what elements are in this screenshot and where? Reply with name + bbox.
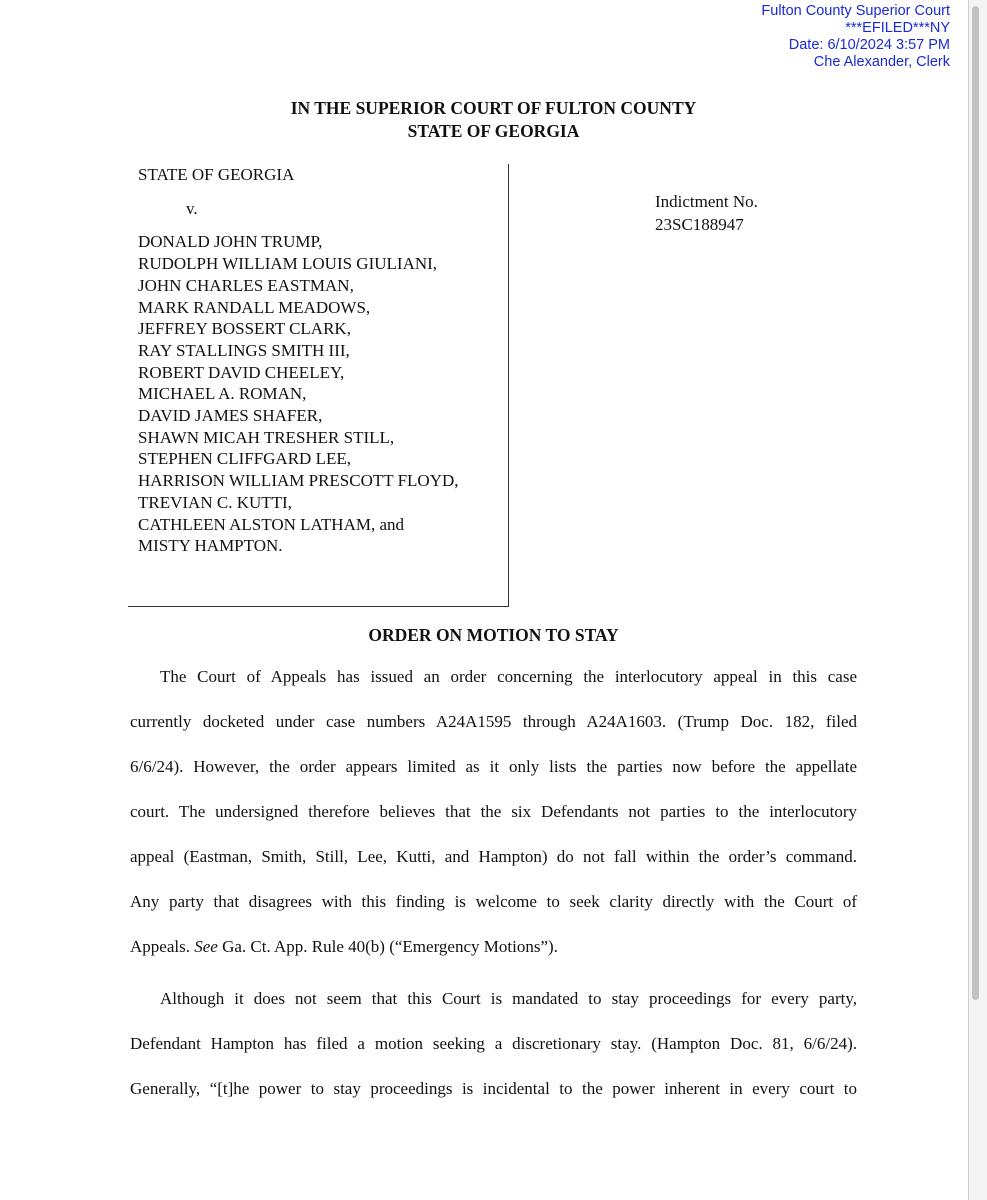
defendant-list <box>138 231 459 557</box>
plaintiff-name: STATE OF GEORGIA <box>138 165 295 184</box>
body-line: Any party that disagrees with this finding is welcome to seek clarity directly with the Court of <box>130 892 857 911</box>
paragraph-1 <box>130 654 857 969</box>
appeals-prefix: Appeals. <box>130 937 195 956</box>
indictment-block <box>655 190 758 236</box>
stamp-clerk: Che Alexander, Clerk <box>813 54 950 70</box>
defendant-name: RUDOLPH WILLIAM LOUIS GIULIANI, <box>138 254 438 274</box>
body-line: Although it does not seem that this Court is mandated to stay proceedings for every party, <box>160 989 857 1008</box>
defendant-name: RAY STALLINGS SMITH III, <box>138 340 350 360</box>
body-line: currently docketed under case numbers A24A1595 through A24A1603. (Trump Doc. 182, filed <box>130 712 857 731</box>
rule-citation: Ga. Ct. App. Rule 40(b) (“Emergency Motions”). <box>217 937 558 956</box>
order-title: ORDER ON MOTION TO STAY <box>368 625 619 645</box>
defendant-name: TREVIAN C. KUTTI, <box>138 492 292 512</box>
defendant-name: HARRISON WILLIAM PRESCOTT FLOYD, <box>138 471 459 491</box>
defendant-name: JEFFREY BOSSERT CLARK, <box>138 319 351 339</box>
page-edge <box>968 0 969 1200</box>
order-body <box>130 654 857 1111</box>
caption-divider-vertical <box>508 164 509 607</box>
defendant-name: STEPHEN CLIFFGARD LEE, <box>138 449 351 469</box>
stamp-date: Date: 6/10/2024 3:57 PM <box>788 37 950 53</box>
body-line-last <box>130 924 857 969</box>
versus-label: v. <box>186 198 198 218</box>
defendant-name: CATHLEEN ALSTON LATHAM, and <box>138 514 405 534</box>
body-line: court. The undersigned therefore believes that the six Defendants not parties to the interlocutory <box>130 802 857 821</box>
defendant-name: MICHAEL A. ROMAN, <box>138 384 307 404</box>
defendant-name: DONALD JOHN TRUMP, <box>138 232 323 252</box>
defendant-name: MISTY HAMPTON. <box>138 536 283 556</box>
stamp-court: Fulton County Superior Court <box>761 3 950 19</box>
see-signal: See <box>194 937 218 956</box>
indictment-label: Indictment No. <box>655 192 758 211</box>
body-line: Generally, “[t]he power to stay proceedings is incidental to the power inherent in every court to <box>130 1079 857 1098</box>
caption-divider-horizontal <box>128 606 509 607</box>
body-line: Defendant Hampton has filed a motion seeking a discretionary stay. (Hampton Doc. 81, 6/6/24). <box>130 1034 857 1053</box>
defendant-name: SHAWN MICAH TRESHER STILL, <box>138 427 395 447</box>
defendant-name: DAVID JAMES SHAFER, <box>138 406 323 426</box>
defendant-name: MARK RANDALL MEADOWS, <box>138 297 371 317</box>
body-line: The Court of Appeals has issued an order concerning the interlocutory appeal in this case <box>160 667 857 686</box>
court-heading-line1: IN THE SUPERIOR COURT OF FULTON COUNTY <box>290 98 697 118</box>
court-heading <box>0 97 968 143</box>
court-heading-line2: STATE OF GEORGIA <box>407 121 580 141</box>
indictment-number: 23SC188947 <box>655 215 744 234</box>
efiling-stamp <box>761 3 950 71</box>
scrollbar-thumb[interactable] <box>972 6 979 1000</box>
body-line: appeal (Eastman, Smith, Still, Lee, Kutti, and Hampton) do not fall within the order’s command. <box>130 847 857 866</box>
stamp-efiled: ***EFILED***NY <box>845 20 950 36</box>
paragraph-2 <box>130 976 857 1111</box>
defendant-name: JOHN CHARLES EASTMAN, <box>138 275 354 295</box>
defendant-name: ROBERT DAVID CHEELEY, <box>138 362 345 382</box>
case-caption <box>138 164 459 557</box>
body-line: 6/6/24). However, the order appears limited as it only lists the parties now before the appellate <box>130 757 857 776</box>
